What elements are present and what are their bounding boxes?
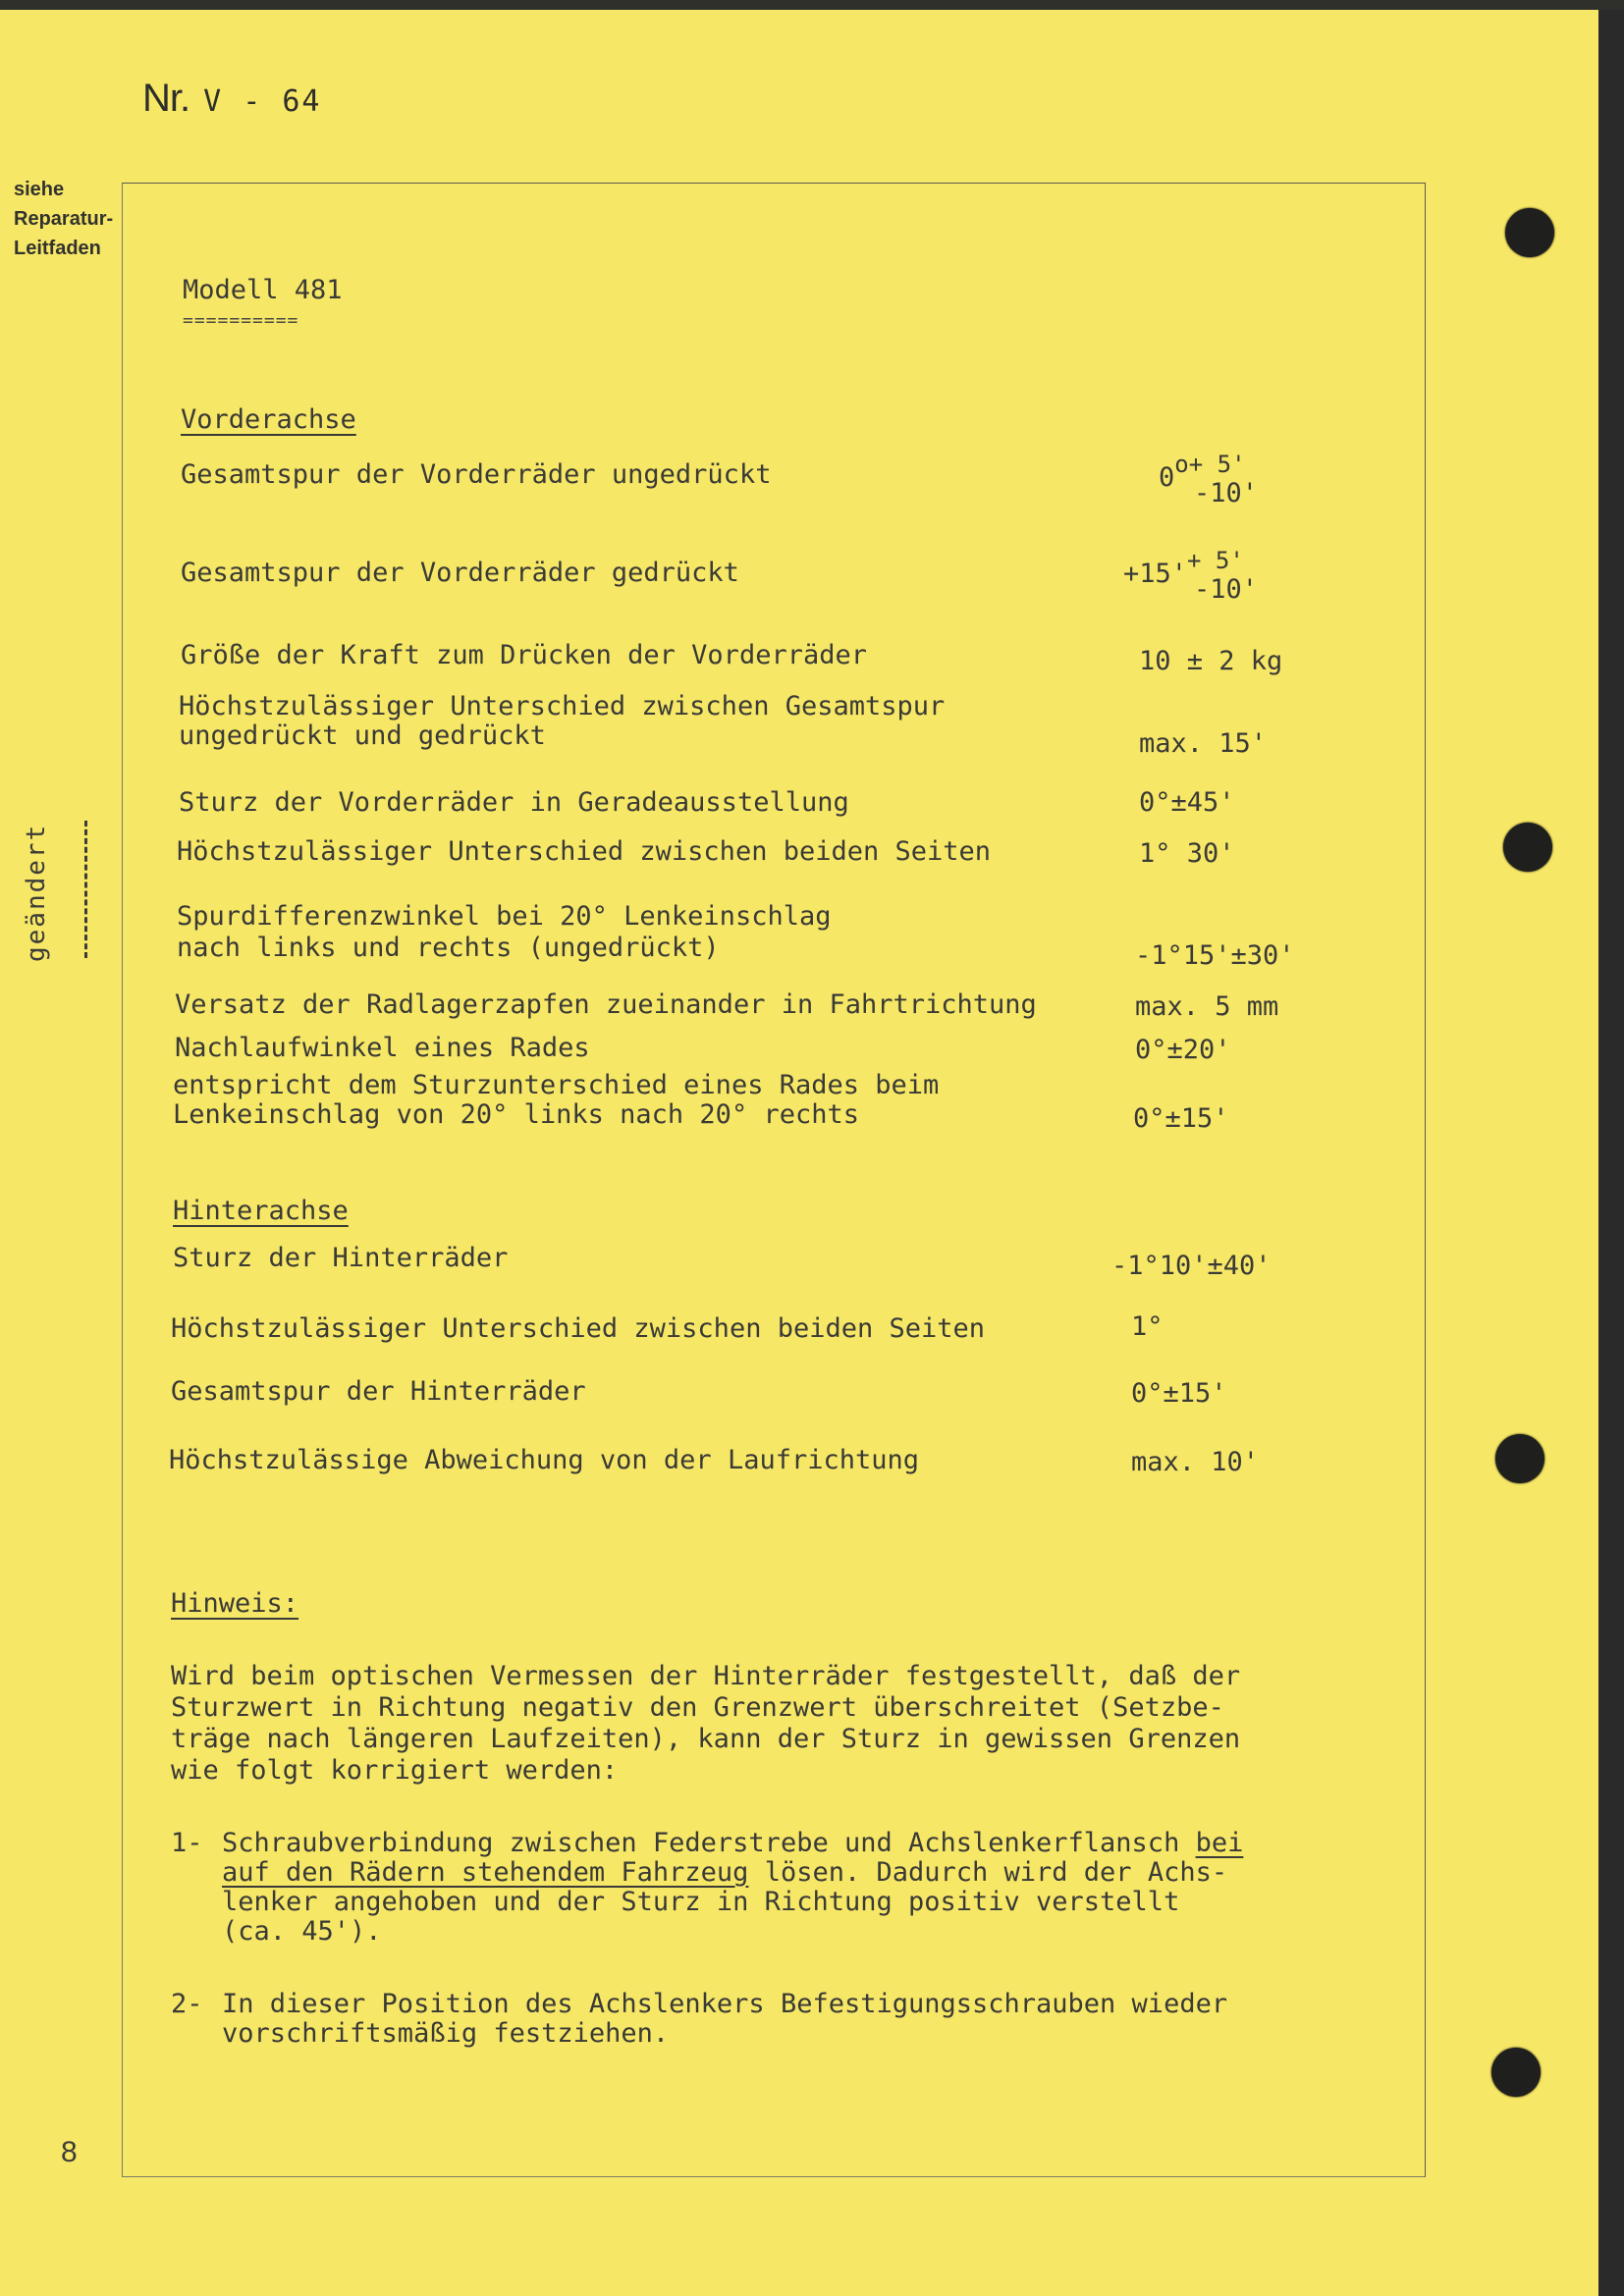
list-item-line: vorschriftsmäßig festziehen. <box>222 2018 670 2049</box>
spec-label: Höchstzulässiger Unterschied zwischen beiden Seiten <box>177 836 992 867</box>
spec-label: Versatz der Radlagerzapfen zueinander in Fahrtrichtung <box>175 989 1037 1020</box>
spec-label: Gesamtspur der Vorderräder gedrückt <box>181 558 739 588</box>
spec-value: 1° 30' <box>1139 838 1235 869</box>
list-marker: 2- <box>171 1989 203 2019</box>
spec-label: Gesamtspur der Hinterräder <box>171 1376 586 1407</box>
spec-value <box>1159 450 1258 508</box>
page-number: 8 <box>61 2136 78 2168</box>
spec-value <box>1123 546 1258 605</box>
spec-label-line-2: nach links und rechts (ungedrückt) <box>177 933 720 963</box>
spec-value: 1° <box>1131 1311 1164 1342</box>
spec-label: Gesamtspur der Vorderräder ungedrückt <box>181 459 772 490</box>
spec-label: Höchstzulässige Abweichung von der Laufrichtung <box>169 1445 920 1475</box>
emphasis-underline: auf den Rädern stehendem Fahrzeug <box>222 1857 749 1888</box>
scan-edge <box>0 0 1624 10</box>
punch-hole-icon <box>1491 2048 1541 2097</box>
list-item-line: In dieser Position des Achslenkers Befestigungsschrauben wieder <box>222 1989 1228 2019</box>
spec-label: Sturz der Vorderräder in Geradeausstellung <box>179 787 849 818</box>
spec-label: Nachlaufwinkel eines Rades <box>175 1033 590 1063</box>
spec-label-line-1: Höchstzulässiger Unterschied zwischen Gesamtspur <box>179 691 946 721</box>
rear-axle-heading: Hinterachse <box>173 1196 349 1226</box>
punch-hole-icon <box>1503 823 1552 872</box>
spec-label-line-2: Lenkeinschlag von 20° links nach 20° rechts <box>173 1099 859 1130</box>
list-item-line <box>222 1828 1243 1858</box>
spec-value: max. 5 mm <box>1135 991 1279 1022</box>
list-item-text: Schraubverbindung zwischen Federstrebe und Achslenkerflansch <box>222 1828 1196 1858</box>
value-main: 0 <box>1159 462 1175 493</box>
spec-label: Höchstzulässiger Unterschied zwischen beiden Seiten <box>171 1313 986 1344</box>
spec-value: max. 10' <box>1131 1447 1260 1477</box>
document-number <box>142 77 322 121</box>
nr-value: V - 64 <box>203 84 322 119</box>
value-tol-lower: -10' <box>1194 478 1259 508</box>
value-main: +15' <box>1123 559 1188 589</box>
list-item-line <box>222 1857 1227 1888</box>
spec-value: 0°±15' <box>1131 1378 1227 1409</box>
nr-label: Nr. <box>142 77 190 120</box>
side-note-line-1: siehe <box>14 179 65 200</box>
spec-value: 0°±20' <box>1135 1035 1231 1065</box>
spec-label-line-2: ungedrückt und gedrückt <box>179 721 546 751</box>
spec-label: Größe der Kraft zum Drücken der Vorderräder <box>181 640 867 670</box>
value-tol-upper: o+ 5' <box>1174 451 1246 478</box>
spec-value: 10 ± 2 kg <box>1139 646 1283 676</box>
note-paragraph-line: Sturzwert in Richtung negativ den Grenzwert überschreitet (Setzbe- <box>171 1692 1224 1723</box>
side-note-line-3: Leitfaden <box>14 238 101 259</box>
spec-value: -1°15'±30' <box>1135 940 1295 971</box>
spec-label-line-1: entspricht dem Sturzunterschied eines Rades beim <box>173 1070 940 1100</box>
list-item-line: (ca. 45'). <box>222 1916 382 1947</box>
model-title-underline: ========== <box>183 310 299 331</box>
change-marker-line <box>84 821 87 958</box>
side-note-line-2: Reparatur- <box>14 208 114 230</box>
spec-label: Sturz der Hinterräder <box>173 1243 509 1273</box>
model-title: Modell 481 <box>183 275 343 305</box>
value-tol-upper: + 5' <box>1187 547 1244 574</box>
spec-label-line-1: Spurdifferenzwinkel bei 20° Lenkeinschlag <box>177 901 832 932</box>
emphasis-underline: bei <box>1195 1828 1244 1858</box>
list-item-text: lösen. Dadurch wird der Achs- <box>748 1857 1228 1888</box>
punch-hole-icon <box>1495 1434 1544 1483</box>
spec-value: 0°±45' <box>1139 787 1235 818</box>
spec-value: max. 15' <box>1139 728 1268 759</box>
value-tol-lower: -10' <box>1194 574 1259 605</box>
changed-note: geändert <box>22 823 51 962</box>
note-paragraph-line: Wird beim optischen Vermessen der Hinterräder festgestellt, daß der <box>171 1661 1241 1691</box>
spec-value: -1°10'±40' <box>1111 1251 1272 1281</box>
note-heading: Hinweis: <box>171 1588 299 1619</box>
spec-value: 0°±15' <box>1133 1103 1229 1134</box>
front-axle-heading: Vorderachse <box>181 404 356 435</box>
list-marker: 1- <box>171 1828 203 1858</box>
punch-hole-icon <box>1505 208 1554 257</box>
side-note <box>14 175 113 263</box>
note-paragraph-line: wie folgt korrigiert werden: <box>171 1755 619 1786</box>
note-paragraph-line: träge nach längeren Laufzeiten), kann der Sturz in gewissen Grenzen <box>171 1724 1241 1754</box>
list-item-line: lenker angehoben und der Sturz in Richtung positiv verstellt <box>222 1887 1180 1917</box>
